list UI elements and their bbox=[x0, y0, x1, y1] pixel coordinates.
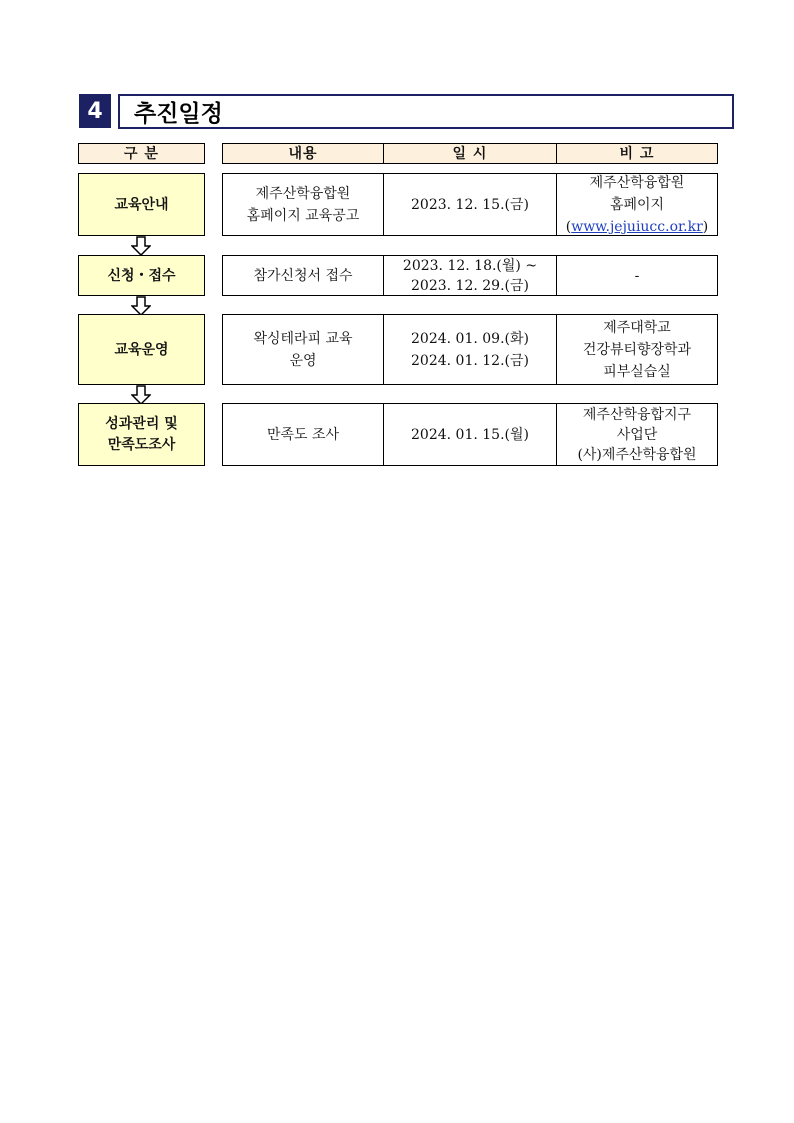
down-arrow-icon bbox=[131, 236, 151, 256]
note-link-line: (www.jejuiucc.or.kr) bbox=[565, 218, 709, 235]
content-line: 만족도 조사 bbox=[266, 426, 340, 443]
note-line: 피부실습실 bbox=[603, 363, 671, 380]
header-category: 구 분 bbox=[78, 143, 205, 164]
header-note: 비 고 bbox=[556, 143, 718, 164]
date-cell bbox=[383, 314, 557, 385]
content-line: 왁싱테라피 교육 bbox=[253, 330, 353, 347]
date-cell bbox=[383, 173, 557, 236]
note-cell bbox=[556, 314, 718, 385]
date-line: 2023. 12. 15.(금) bbox=[411, 196, 529, 213]
note-line: 건강뷰티향장학과 bbox=[582, 341, 692, 358]
content-line: 운영 bbox=[289, 352, 317, 369]
section-title-text: 추진일정 bbox=[134, 101, 223, 127]
note-line: 제주대학교 bbox=[603, 319, 671, 336]
note-line: - bbox=[634, 267, 640, 284]
stage-cell bbox=[78, 173, 205, 236]
section-number: 4 bbox=[79, 94, 111, 128]
date-cell bbox=[383, 403, 557, 466]
note-line: 홈페이지 bbox=[609, 196, 665, 213]
stage-cell bbox=[78, 314, 205, 385]
stage-cell bbox=[78, 255, 205, 296]
date-line: 2024. 01. 09.(화) bbox=[411, 330, 529, 347]
section-title bbox=[118, 94, 734, 129]
stage-label: 만족도조사 bbox=[107, 436, 176, 453]
note-cell bbox=[556, 403, 718, 466]
down-arrow-icon bbox=[131, 296, 151, 316]
date-cell bbox=[383, 255, 557, 296]
stage-label: 신청・접수 bbox=[107, 267, 176, 284]
note-cell bbox=[556, 255, 718, 296]
content-line: 참가신청서 접수 bbox=[253, 267, 353, 284]
content-cell bbox=[222, 314, 384, 385]
website-link[interactable]: www.jejuiucc.or.kr bbox=[571, 218, 703, 235]
note-line: 사업단 bbox=[616, 426, 658, 443]
content-cell bbox=[222, 255, 384, 296]
header-content: 내용 bbox=[222, 143, 384, 164]
date-line: 2024. 01. 12.(금) bbox=[411, 352, 529, 369]
note-line: (사)제주산학융합원 bbox=[577, 446, 697, 463]
content-line: 홈페이지 교육공고 bbox=[246, 207, 360, 224]
down-arrow-icon bbox=[131, 385, 151, 405]
date-line: 2023. 12. 29.(금) bbox=[411, 277, 529, 294]
date-line: 2023. 12. 18.(월) ~ bbox=[402, 257, 538, 274]
stage-cell bbox=[78, 403, 205, 466]
content-line: 제주산학융합원 bbox=[255, 185, 351, 202]
stage-label: 교육안내 bbox=[114, 196, 169, 213]
stage-label: 교육운영 bbox=[114, 341, 169, 358]
content-cell bbox=[222, 173, 384, 236]
note-line: 제주산학융합지구 bbox=[582, 406, 692, 423]
header-date: 일 시 bbox=[383, 143, 557, 164]
note-line: 제주산학융합원 bbox=[589, 174, 685, 191]
date-line: 2024. 01. 15.(월) bbox=[411, 426, 529, 443]
stage-label: 성과관리 및 bbox=[105, 415, 178, 432]
content-cell bbox=[222, 403, 384, 466]
note-cell bbox=[556, 173, 718, 236]
